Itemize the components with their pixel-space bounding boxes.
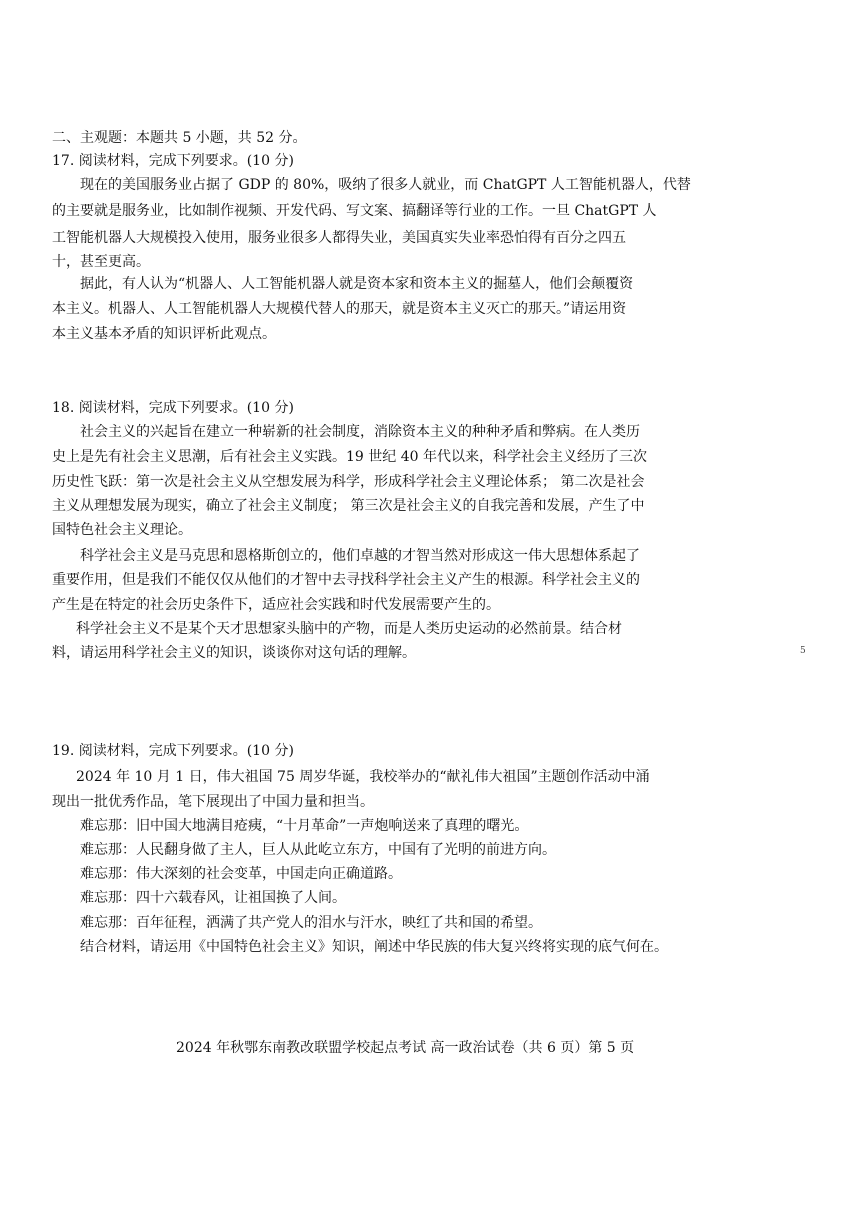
q18-line: 料，请运用科学社会主义的知识，谈谈你对这句话的理解。 xyxy=(52,645,416,661)
q18-line: 产生是在特定的社会历史条件下，适应社会实践和时代发展需要产生的。 xyxy=(52,597,500,613)
q19-line: 结合材料，请运用《中国特色社会主义》知识，阐述中华民族的伟大复兴终将实现的底气何在。 xyxy=(80,939,668,955)
q17-line: 的主要就是服务业，比如制作视频、开发代码、写文案、搞翻译等行业的工作。一旦 ChatGPT 人 xyxy=(52,203,657,219)
q19-line: 难忘那：百年征程，洒满了共产党人的泪水与汗水，映红了共和国的希望。 xyxy=(80,915,542,931)
q19-line: 难忘那：伟大深刻的社会变革，中国走向正确道路。 xyxy=(80,866,402,882)
q18-line: 主义从理想发展为现实，确立了社会主义制度； 第三次是社会主义的自我完善和发展，产生了中 xyxy=(52,498,645,514)
q17-line: 本主义。机器人、人工智能机器人大规模代替人的那天，就是资本主义灭亡的那天。”请运用资 xyxy=(52,301,627,317)
q19-line: 难忘那：旧中国大地满目疮痍，“十月革命”一声炮响送来了真理的曙光。 xyxy=(80,818,529,834)
q19-line: 难忘那：人民翻身做了主人，巨人从此屹立东方，中国有了光明的前进方向。 xyxy=(80,842,556,858)
q18-line: 历史性飞跃：第一次是社会主义从空想发展为科学，形成科学社会主义理论体系； 第二次是社会 xyxy=(52,474,645,490)
q17-line: 据此，有人认为“机器人、人工智能机器人就是资本家和资本主义的掘墓人，他们会颠覆资 xyxy=(80,276,634,292)
q18-line: 科学社会主义不是某个天才思想家头脑中的产物，而是人类历史运动的必然前景。结合材 xyxy=(76,621,622,637)
q18-line: 国特色社会主义理论。 xyxy=(52,522,192,538)
q17-line: 工智能机器人大规模投入使用，服务业很多人都得失业，美国真实失业率恐怕得有百分之四五 xyxy=(52,230,626,246)
q19-line: 难忘那：四十六载春风，让祖国换了人间。 xyxy=(80,890,346,906)
q18-line: 重要作用，但是我们不能仅仅从他们的才智中去寻找科学社会主义产生的根源。科学社会主义的 xyxy=(52,572,640,588)
q17-title: 17. 阅读材料，完成下列要求。(10 分) xyxy=(52,153,294,169)
q18-title: 18. 阅读材料，完成下列要求。(10 分) xyxy=(52,400,294,416)
q19-line: 现出一批优秀作品，笔下展现出了中国力量和担当。 xyxy=(52,794,374,810)
q19-line: 2024 年 10 月 1 日，伟大祖国 75 周岁华诞，我校举办的“献礼伟大祖国”主题创作活动中涌 xyxy=(76,769,650,785)
q18-line: 科学社会主义是马克思和恩格斯创立的，他们卓越的才智当然对形成这一伟大思想体系起了 xyxy=(80,548,640,564)
q17-line: 现在的美国服务业占据了 GDP 的 80%，吸纳了很多人就业，而 ChatGPT 人工智能机器人，代替 xyxy=(80,177,691,193)
q19-title: 19. 阅读材料，完成下列要求。(10 分) xyxy=(52,743,294,759)
margin-page-number: 5 xyxy=(800,646,806,656)
q17-line: 本主义基本矛盾的知识评析此观点。 xyxy=(52,326,276,342)
q18-line: 史上是先有社会主义思潮，后有社会主义实践。19 世纪 40 年代以来，科学社会主义经历了三次 xyxy=(52,449,647,465)
section-heading: 二、主观题：本题共 5 小题，共 52 分。 xyxy=(52,130,307,146)
page-footer: 2024 年秋鄂东南教改联盟学校起点考试 高一政治试卷（共 6 页）第 5 页 xyxy=(176,1040,635,1056)
q17-line: 十，甚至更高。 xyxy=(52,254,150,270)
q18-line: 社会主义的兴起旨在建立一种崭新的社会制度，消除资本主义的种种矛盾和弊病。在人类历 xyxy=(80,424,640,440)
